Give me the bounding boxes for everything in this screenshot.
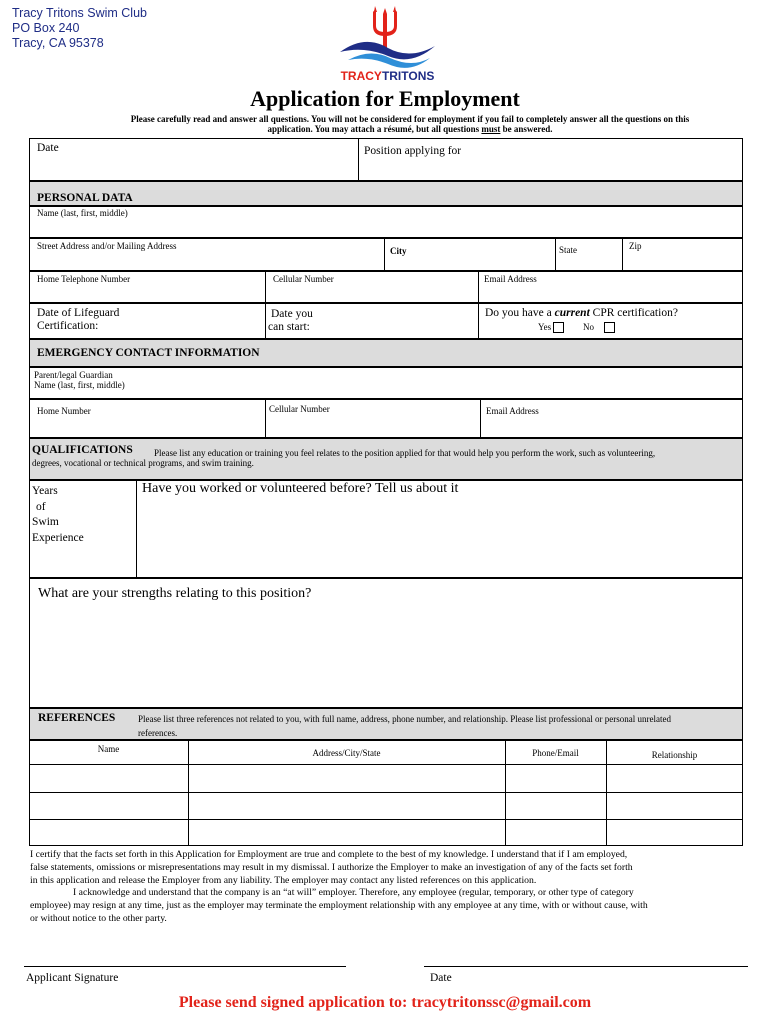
divider: [622, 238, 623, 271]
years-experience-label: [32, 484, 84, 546]
phone-row: [29, 271, 743, 303]
lifeguard-cert-label: [37, 307, 119, 333]
trident-wave-logo-icon: [330, 4, 445, 84]
cpr-yes-option[interactable]: [538, 322, 564, 333]
start-label-2: can start:: [268, 321, 310, 333]
divider: [480, 399, 481, 438]
zip-label: Zip: [629, 241, 642, 251]
guardian-label-1: Parent/legal Guardian: [34, 370, 113, 380]
no-label: No: [583, 322, 594, 332]
years-label-4: Experience: [32, 531, 84, 544]
references-text-2: references.: [138, 728, 178, 738]
position-label: Position applying for: [364, 145, 462, 157]
worked-question: Have you worked or volunteered before? Tell us about it: [142, 481, 459, 496]
years-label-1: Years: [32, 485, 58, 497]
logo-text-tracy: TRACY: [340, 69, 382, 83]
divider: [555, 238, 556, 271]
cert-p2-line1: I acknowledge and understand that the company is an “at will” employer. Therefore, any employee (regular, temporary, or other type of category: [73, 887, 634, 899]
divider: [265, 271, 266, 303]
reference-row-1[interactable]: [30, 765, 742, 791]
personal-data-heading: PERSONAL DATA: [37, 192, 133, 204]
date-label: Date: [37, 142, 59, 154]
references-header: [29, 708, 743, 740]
personal-data-header: [29, 181, 743, 206]
references-text-1: Please list three references not related to you, with full name, address, phone number, and relationship. Please list professional or personal unrelated: [138, 714, 671, 724]
signature-line[interactable]: [24, 966, 346, 967]
strengths-answer-area[interactable]: [32, 606, 740, 706]
svg-text:TRACYTRITONS: [341, 69, 435, 83]
cell-phone-label: Cellular Number: [273, 274, 334, 284]
divider: [478, 303, 479, 339]
no-checkbox[interactable]: [604, 322, 615, 333]
instructions-line2-a: application. You may attach a résumé, but all questions: [267, 124, 482, 134]
ref-col-phone: Phone/Email: [532, 748, 579, 758]
instructions-line1: Please carefully read and answer all questions. You will not be considered for employment if you fail to completely answer all the questions on this: [130, 114, 690, 124]
home-phone-label: Home Telephone Number: [37, 274, 131, 284]
guardian-label-2: Name (last, first, middle): [34, 380, 125, 390]
references-heading: REFERENCES: [38, 712, 116, 724]
yes-checkbox[interactable]: [553, 322, 564, 333]
city-label: City: [390, 246, 407, 256]
yes-label: Yes: [538, 322, 552, 332]
instructions-line2-b: be answered.: [500, 124, 553, 134]
form-instructions: [95, 114, 725, 134]
strengths-question: What are your strengths relating to this position?: [38, 586, 312, 601]
page-title: Application for Employment: [250, 86, 520, 111]
qualifications-heading: QUALIFICATIONS: [32, 444, 133, 456]
cert-p1-line2: false statements, omissions or misrepresentations may result in my dismissal. I authorize the Employer to make an investigation of any of the facts set forth: [30, 861, 633, 873]
emergency-cell-label: Cellular Number: [269, 404, 330, 414]
divider: [358, 138, 359, 181]
guardian-label: [34, 370, 125, 390]
cpr-prefix: Do you have a: [485, 307, 555, 319]
divider: [384, 238, 385, 271]
qualifications-text-1: Please list any education or training you feel relates to the position applied for that would help you perform the work, such as volunteering,: [154, 448, 656, 458]
cert-p1-line1: I certify that the facts set forth in this Application for Employment are true and complete to the best of my knowledge. I understand that if I am employed,: [30, 849, 628, 860]
start-date-label: [268, 308, 313, 334]
cert-p2-line2: employee) may resign at any time, just as the employer may terminate the employment relationship with any employee at any time, with or without cause, with: [30, 900, 648, 912]
guardian-row[interactable]: [29, 367, 743, 399]
org-name: Tracy Tritons Swim Club: [12, 6, 147, 20]
start-label-1: Date you: [271, 308, 313, 320]
street-label: Street Address and/or Mailing Address: [37, 241, 177, 251]
reference-row-3[interactable]: [30, 820, 742, 845]
date-input[interactable]: [31, 156, 356, 178]
name-row[interactable]: [29, 206, 743, 238]
cert-p1-line3: in this application and release the Employer from any liability. The employer may contact any listed references on this application.: [30, 874, 537, 886]
years-label-2: of: [36, 500, 46, 513]
cpr-question: [485, 307, 678, 320]
cpr-current: current: [554, 307, 590, 319]
ref-col-address: Address/City/State: [312, 748, 381, 758]
divider: [478, 271, 479, 303]
signature-label: Applicant Signature: [26, 972, 119, 984]
tracy-tritons-logo: [330, 4, 445, 84]
state-label: State: [559, 245, 577, 255]
divider: [265, 399, 266, 438]
emergency-home-label: Home Number: [37, 406, 91, 416]
emergency-email-label: Email Address: [486, 406, 539, 416]
divider: [265, 303, 266, 339]
name-label: Name (last, first, middle): [37, 208, 128, 218]
cpr-suffix: CPR certification?: [589, 307, 678, 319]
reference-row-2[interactable]: [30, 793, 742, 818]
sign-date-label: Date: [430, 972, 452, 984]
lifeguard-label-2: Certification:: [37, 320, 99, 332]
qualifications-text-2: degrees, vocational or technical programs, and swim training.: [32, 458, 254, 468]
org-address-block: [12, 6, 147, 51]
instructions-line2: [95, 124, 725, 134]
ref-col-name: Name: [97, 744, 120, 754]
logo-text-tritons: TRITONS: [381, 69, 435, 83]
certification-statement: [30, 849, 752, 926]
email-label: Email Address: [484, 274, 537, 284]
instructions-must: must: [481, 124, 501, 134]
org-address-line2: Tracy, CA 95378: [12, 36, 104, 50]
position-input[interactable]: [362, 160, 740, 179]
ref-col-relationship: Relationship: [651, 750, 698, 760]
footer-submit-instructions: Please send signed application to: tracytritonssc@gmail.com: [178, 994, 592, 1011]
cert-p2-line3: or without notice to the other party.: [30, 912, 167, 924]
org-address-line1: PO Box 240: [12, 21, 80, 35]
divider: [136, 480, 137, 578]
years-label-3: Swim: [32, 516, 59, 528]
emergency-phone-row: [29, 399, 743, 438]
worked-answer-area[interactable]: [140, 500, 740, 576]
sign-date-line[interactable]: [424, 966, 748, 967]
lifeguard-label-1: Date of Lifeguard: [37, 307, 120, 319]
emergency-heading: EMERGENCY CONTACT INFORMATION: [37, 347, 260, 359]
cpr-no-option[interactable]: [583, 322, 615, 333]
